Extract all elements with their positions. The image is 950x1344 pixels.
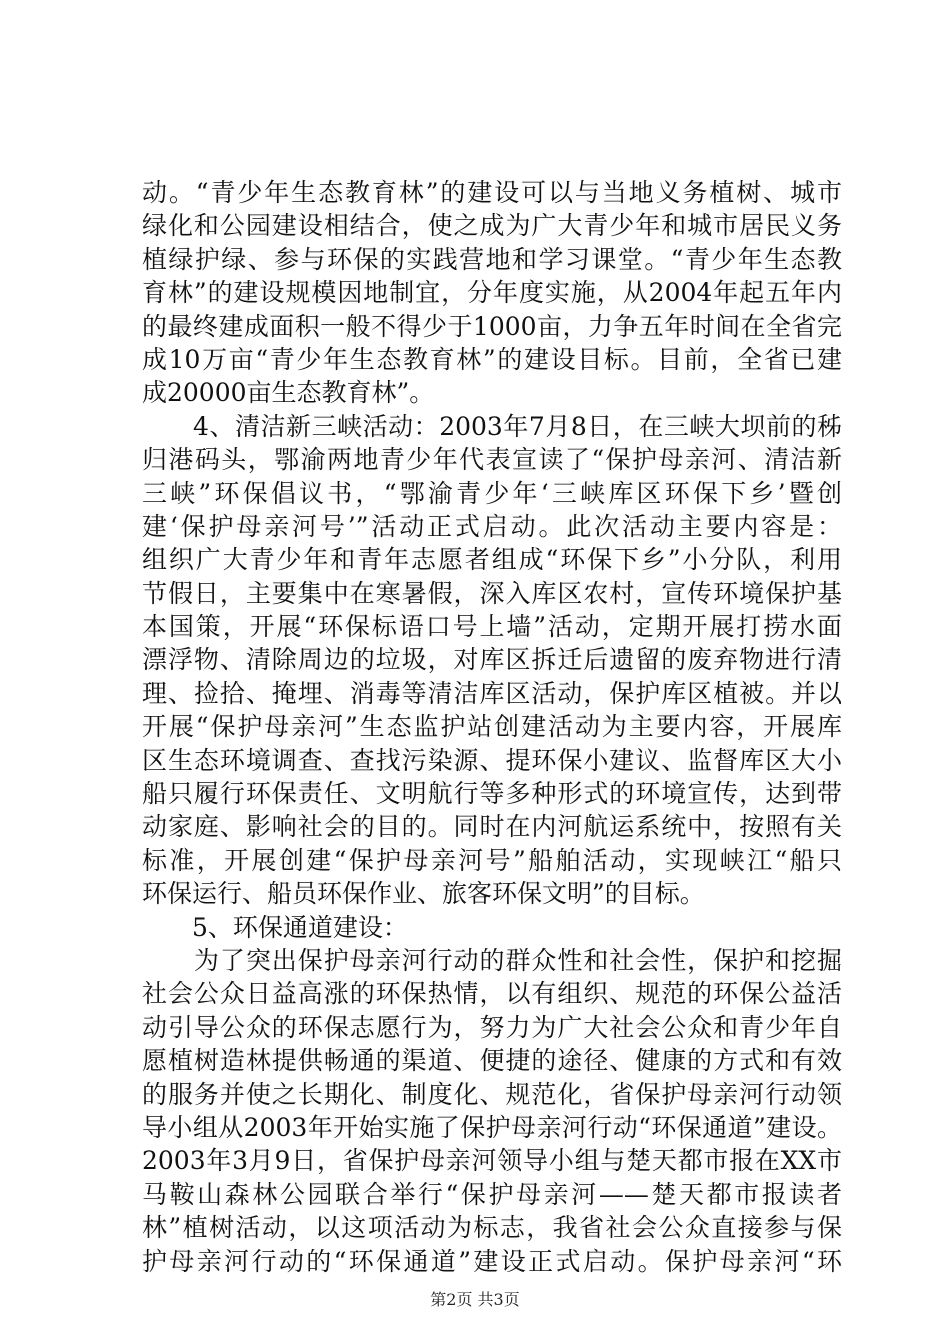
text-line: 建‘保护母亲河号’”活动正式启动。此次活动主要内容是： xyxy=(142,511,842,541)
text-line: 马鞍山森林公园联合举行“保护母亲河——楚天都市报读者 xyxy=(142,1179,842,1209)
text-line: 成10万亩“青少年生态教育林”的建设目标。目前，全省已建 xyxy=(142,344,842,374)
text-line: 愿植树造林提供畅通的渠道、便捷的途径、健康的方式和有效 xyxy=(142,1046,842,1076)
text-line: 区生态环境调查、查找污染源、提环保小建议、监督库区大小 xyxy=(142,745,842,775)
text-line: 成20000亩生态教育林”。 xyxy=(142,378,435,408)
text-line: 漂浮物、清除周边的垃圾，对库区拆迁后遗留的废弃物进行清 xyxy=(142,645,842,675)
page-number-footer: 第2页 共3页 xyxy=(430,1290,520,1309)
document-body xyxy=(142,176,842,1278)
text-line: 护母亲河行动的“环保通道”建设正式启动。保护母亲河“环 xyxy=(142,1246,842,1276)
text-line: 4、清洁新三峡活动：2003年7月8日，在三峡大坝前的秭 xyxy=(142,411,842,441)
text-line: 导小组从2003年开始实施了保护母亲河行动“环保通道”建设。 xyxy=(142,1112,842,1142)
text-line: 林”植树活动，以这项活动为标志，我省社会公众直接参与保 xyxy=(142,1213,842,1243)
text-line: 植绿护绿、参与环保的实践营地和学习课堂。“青少年生态教 xyxy=(142,244,842,274)
text-line: 5、环保通道建设： xyxy=(142,912,408,942)
text-line: 动。“青少年生态教育林”的建设可以与当地义务植树、城市 xyxy=(142,178,842,207)
text-line: 节假日，主要集中在寒暑假，深入库区农村，宣传环境保护基 xyxy=(142,578,842,608)
text-line: 育林”的建设规模因地制宜，分年度实施，从2004年起五年内 xyxy=(142,278,842,308)
text-line: 2003年3月9日，省保护母亲河领导小组与楚天都市报在XX市 xyxy=(142,1146,842,1176)
text-line: 船只履行环保责任、文明航行等多种形式的环境宣传，达到带 xyxy=(142,779,842,809)
text-line: 三峡”环保倡议书，“鄂渝青少年‘三峡库区环保下乡’暨创 xyxy=(142,478,842,508)
text-line: 社会公众日益高涨的环保热情，以有组织、规范的环保公益活 xyxy=(142,979,842,1009)
text-line: 动引导公众的环保志愿行为，努力为广大社会公众和青少年自 xyxy=(142,1012,842,1042)
text-line: 的服务并使之长期化、制度化、规范化，省保护母亲河行动领 xyxy=(142,1079,842,1109)
text-line: 归港码头，鄂渝两地青少年代表宣读了“保护母亲河、清洁新 xyxy=(142,445,842,475)
text-line: 开展“保护母亲河”生态监护站创建活动为主要内容，开展库 xyxy=(142,712,842,742)
text-line: 绿化和公园建设相结合，使之成为广大青少年和城市居民义务 xyxy=(142,211,842,241)
text-line: 为了突出保护母亲河行动的群众性和社会性，保护和挖掘 xyxy=(142,945,842,975)
text-line: 组织广大青少年和青年志愿者组成“环保下乡”小分队，利用 xyxy=(142,545,842,575)
text-line: 本国策，开展“环保标语口号上墙”活动，定期开展打捞水面 xyxy=(142,612,842,642)
text-line: 环保运行、船员环保作业、旅客环保文明”的目标。 xyxy=(142,879,705,909)
text-line: 动家庭、影响社会的目的。同时在内河航运系统中，按照有关 xyxy=(142,812,842,842)
text-line: 理、捡拾、掩埋、消毒等清洁库区活动，保护库区植被。并以 xyxy=(142,678,842,708)
text-line: 的最终建成面积一般不得少于1000亩，力争五年时间在全省完 xyxy=(142,311,842,341)
text-line: 标准，开展创建“保护母亲河号”船舶活动，实现峡江“船只 xyxy=(142,845,842,875)
